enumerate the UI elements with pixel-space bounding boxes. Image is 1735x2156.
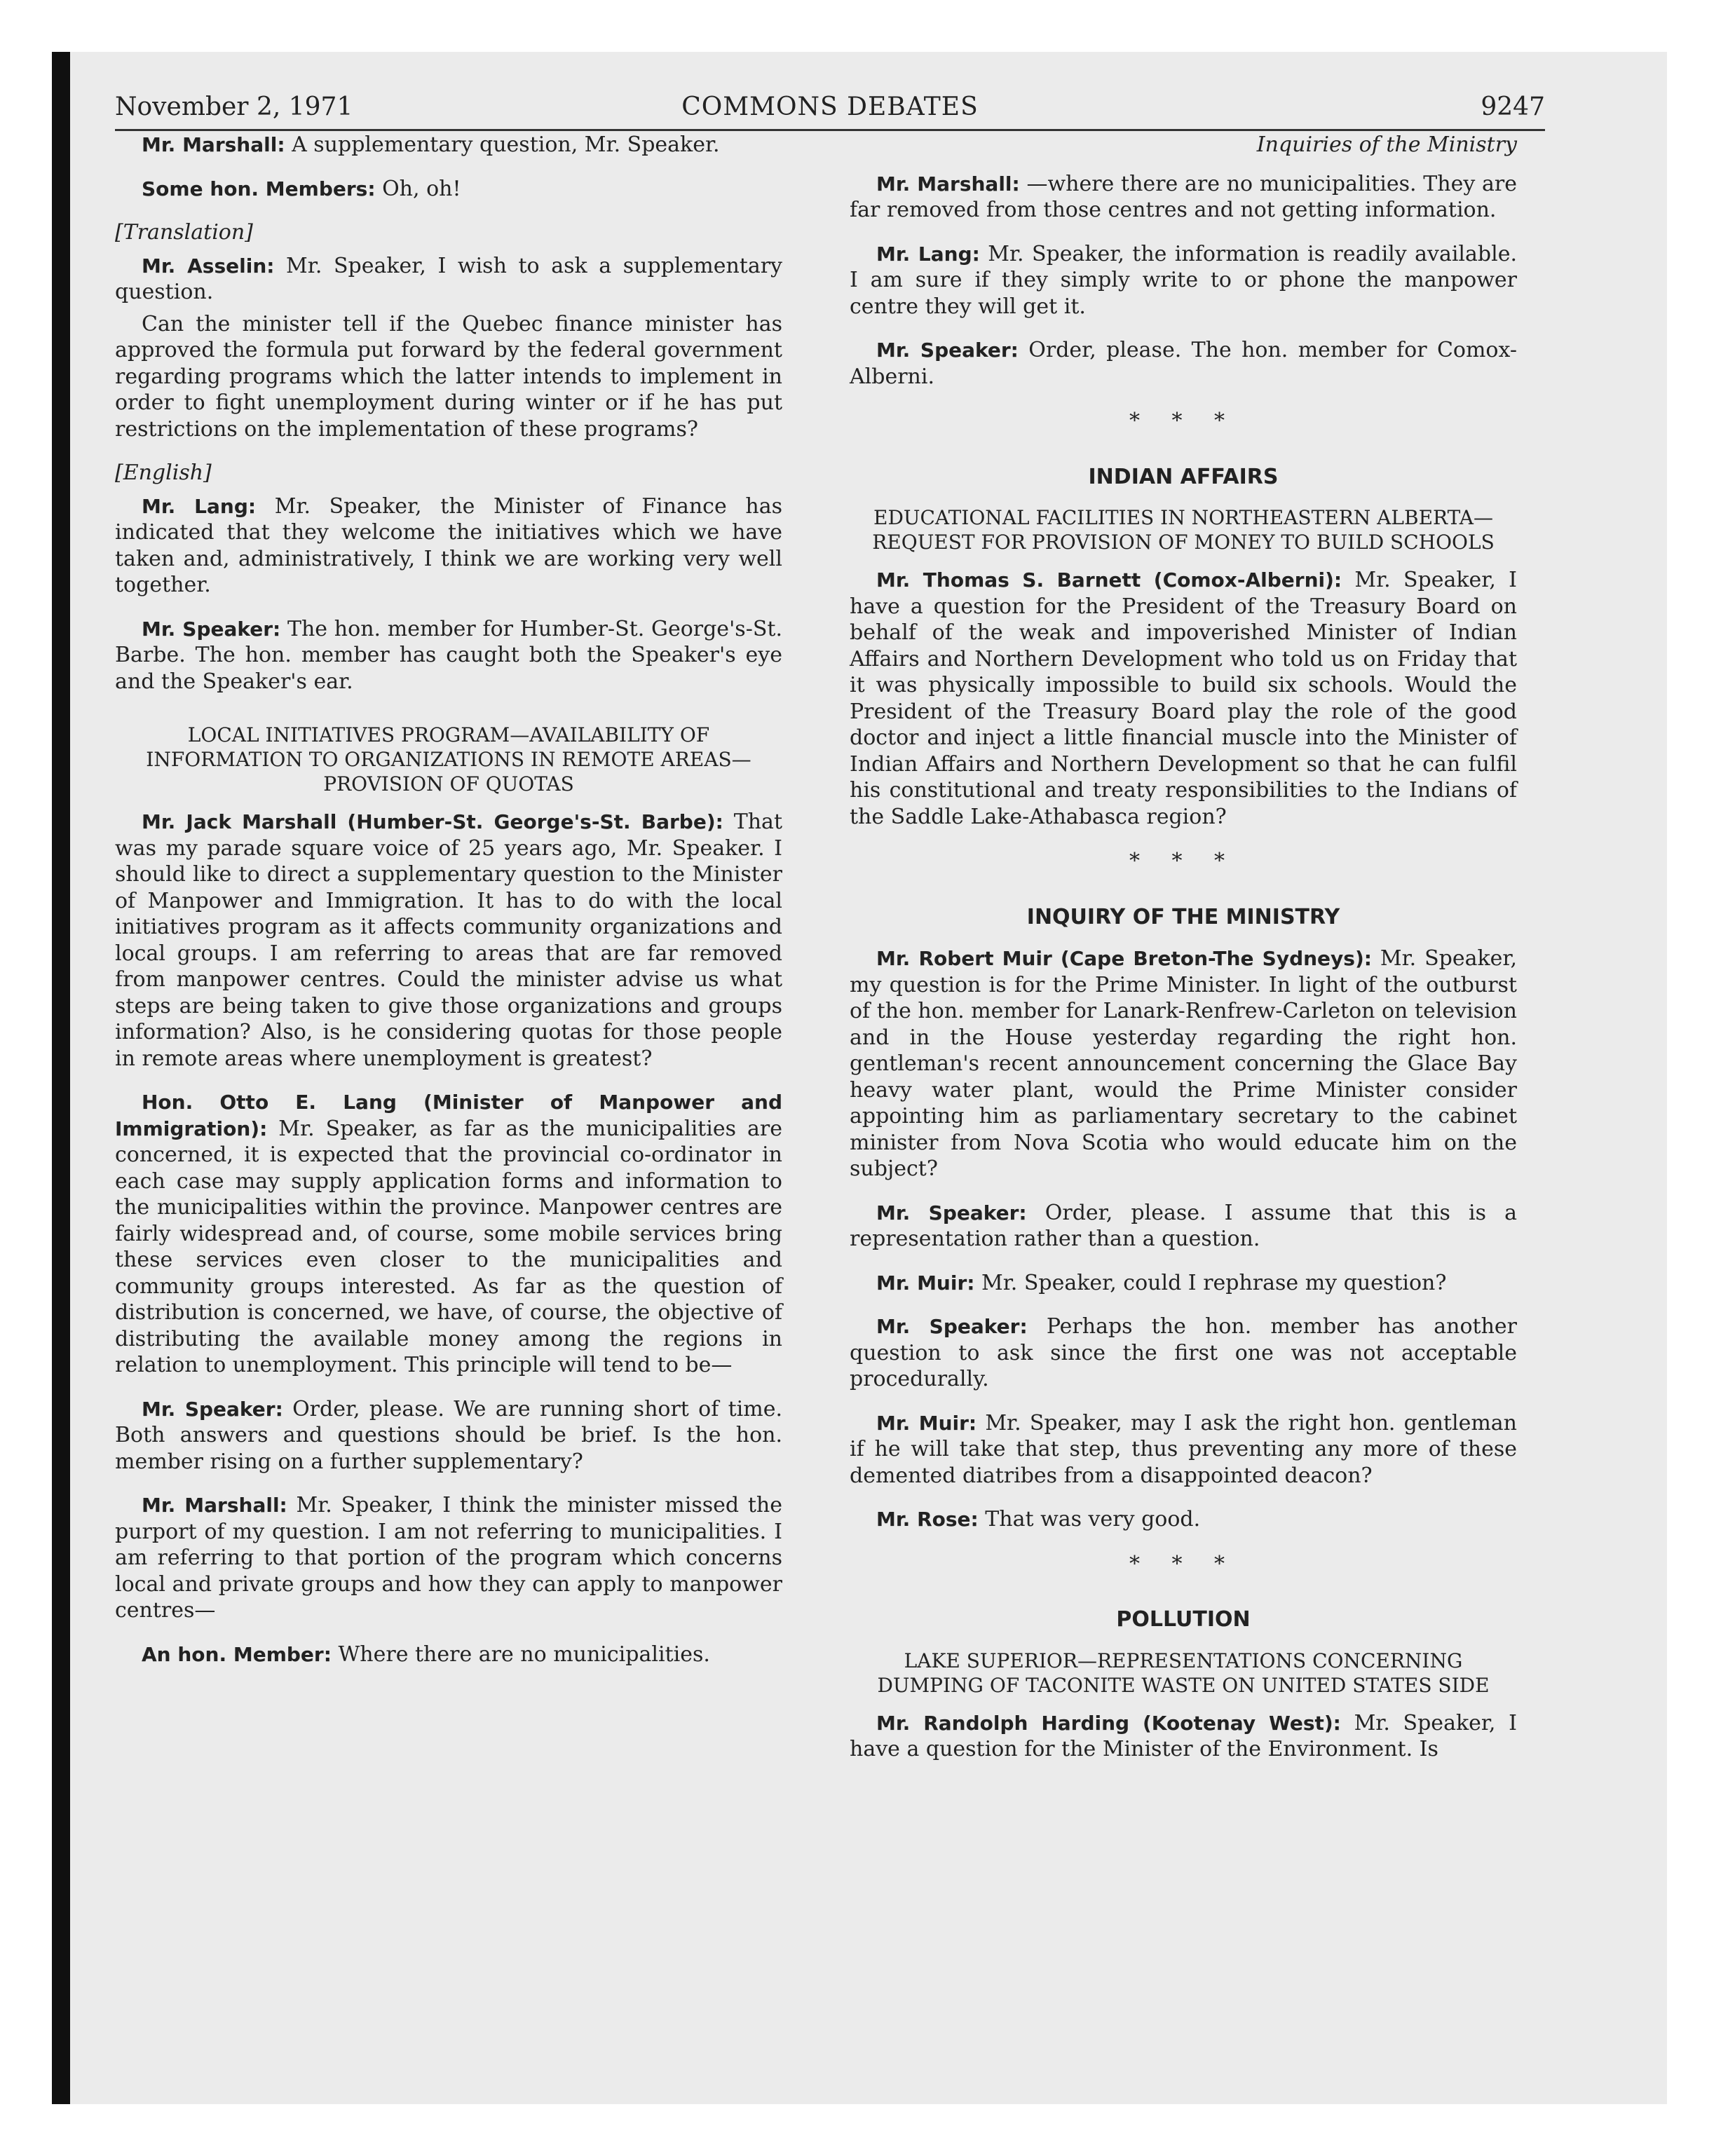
speaker-name: Mr. Speaker: [142,617,281,641]
speaker-name: Mr. Muir: [876,1411,977,1435]
speech-text: —where there are no municipalities. They are far removed from those centres and not getting information. [850,171,1517,222]
paragraph: Can the minister tell if the Quebec finance minister has approved the formula put forward by the federal government regarding programs which the latter intends to implement in order to fight unemployment during winter or if he has put restrictions on the implementation of these programs? [115,311,782,442]
paragraph [850,171,1517,224]
binding-edge [52,52,70,2104]
speech-text: Order, please. I assume that this is a representation rather than a question. [850,1200,1518,1251]
paragraph [115,1642,782,1668]
paragraph [115,176,782,203]
context-label: Inquiries of the Ministry [1256,132,1517,157]
speaker-name: Mr. Asselin: [142,254,275,278]
speaker-name: Mr. Speaker: [876,1315,1028,1338]
speech-text: Mr. Speaker, I have a question for the President of the Treasury Board on behalf of the weak and impoverished Minister of Indian Affairs and Northern Development who told us on Friday that it was physically impossible to build six schools. Would the President of the Treasury Board play the role of the good doctor and inject a little financial muscle into the Minister of Indian Affairs and Northern Development so that he can fulfil his constitutional and treaty responsibilities to the Indians of the Saddle Lake-Athabasca region? [850,568,1518,829]
paragraph [850,567,1517,830]
speech-text: That was my parade square voice of 25 years ago, Mr. Speaker. I should like to direct a supplementary question to the Minister of Manpower and Immigration. It has to do with the local initiatives program as it affects community organizations and local groups. I am referring to areas that are far removed from manpower centres. Could the minister advise us what steps are being taken to give those organizations and groups information? Also, is he considering quotas for those people in remote areas where unemployment is greatest? [115,810,782,1071]
speech-text: Mr. Speaker, as far as the municipalities are concerned, it is expected that the provincial co-ordinator in each case may supply application forms and information to the municipalities within the province. Manpower centres are fairly widespread and, of course, some mobile services bring these services even closer to the municipalities and community groups interested. As far as the question of distribution is concerned, we have, of course, the objective of distributing the available money among the regions in relation to unemployment. This principle will tend to be— [115,1116,782,1377]
speaker-name: Hon. Otto E. Lang (Minister of Manpower and Immigration): [115,1091,782,1140]
speaker-name: Mr. Robert Muir (Cape Breton-The Sydneys): [876,947,1372,970]
paragraph [850,1506,1517,1533]
paragraph [115,1089,782,1379]
paragraph [115,1492,782,1624]
left-column [115,132,782,1968]
paragraph [850,1710,1517,1763]
speaker-name: Mr. Rose: [876,1508,979,1531]
speaker-name: Some hon. Members: [142,177,376,200]
paragraph [850,1410,1517,1489]
paragraph [850,337,1517,390]
paragraph [850,241,1517,320]
speaker-name: Mr. Marshall: [142,1494,287,1517]
speaker-name: Mr. Speaker: [876,339,1019,362]
paragraph [115,493,782,599]
speech-text: Oh, oh! [375,176,461,201]
speech-text: Where there are no municipalities. [331,1642,710,1667]
paragraph [115,1396,782,1475]
speech-text: Mr. Speaker, my question is for the Prime Minister. In light of the outburst of the hon. member for Lanark-Renfrew-Carleton on television and in the House yesterday regarding the right hon. gentleman's recent announcement concerning the Glace Bay heavy water plant, would the Prime Minister consider appointing him as parliamentary secretary to the cabinet minister from Nova Scotia who would educate him on the subject? [850,946,1518,1181]
speech-text: Mr. Speaker, the Minister of Finance has indicated that they welcome the initiatives which we have taken and, administratively, I think we are working very well together. [115,493,782,597]
speaker-name: Mr. Lang: [876,242,980,266]
speech-text: The hon. member for Humber-St. George's-St. Barbe. The hon. member has caught both the Speaker's eye and the Speaker's ear. [115,616,782,694]
paragraph [850,1200,1517,1253]
speaker-name: An hon. Member: [142,1642,332,1666]
paragraph [115,253,782,306]
speaker-name: Mr. Marshall: [142,133,285,156]
speech-text: Mr. Speaker, could I rephrase my question? [974,1270,1447,1295]
speech-text: Mr. Speaker, may I ask the right hon. gentleman if he will take that step, thus preventing any more of these demented diatribes from a disappointed deacon? [850,1410,1517,1488]
section-heading: LAKE SUPERIOR—REPRESENTATIONS CONCERNING DUMPING OF TACONITE WASTE ON UNITED STATES SIDE [877,1649,1490,1697]
section-separator: * * * [1129,1551,1238,1576]
translation-tag: [Translation] [115,220,253,245]
section-separator: * * * [1129,409,1238,433]
speech-text: Order, please. We are running short of time. Both answers and questions should be brief. Is the hon. member rising on a further supplementary? [115,1396,782,1474]
major-heading: INQUIRY OF THE MINISTRY [1026,904,1340,929]
speaker-name: Mr. Lang: [142,494,257,518]
paragraph [850,1314,1517,1393]
paragraph [115,809,782,1072]
speech-text: That was very good. [978,1507,1201,1531]
paragraph [115,616,782,695]
speech-text: Order, please. The hon. member for Comox-Alberni. [850,338,1517,389]
paragraph [850,946,1517,1182]
speech-text: Mr. Speaker, I have a question for the Minister of the Environment. Is [850,1710,1517,1761]
speaker-name: Mr. Thomas S. Barnett (Comox-Alberni): [876,568,1342,592]
speech-text: A supplementary question, Mr. Speaker. [285,132,720,157]
section-heading: EDUCATIONAL FACILITIES IN NORTHEASTERN ALBERTA—REQUEST FOR PROVISION OF MONEY TO BUILD SCHOOLS [872,506,1495,554]
english-tag: [English] [115,460,212,485]
major-heading: INDIAN AFFAIRS [1088,464,1279,489]
speaker-name: Mr. Randolph Harding (Kootenay West): [876,1711,1341,1735]
header-page-number: 9247 [1481,93,1545,121]
speech-text: Mr. Speaker, I think the minister missed the purport of my question. I am not referring to municipalities. I am referring to that portion of the program which concerns local and private groups and how they can apply to manpower centres— [115,1493,782,1623]
running-head [115,90,1545,131]
paragraph [850,1270,1517,1297]
speaker-name: Mr. Speaker: [876,1201,1027,1224]
speaker-name: Mr. Marshall: [876,172,1020,196]
speech-text: Mr. Speaker, the information is readily available. I am sure if they simply write to or phone the manpower centre they will get it. [850,241,1517,319]
speaker-name: Mr. Jack Marshall (Humber-St. George's-St. Barbe): [142,810,723,833]
paragraph [115,132,782,158]
section-heading: LOCAL INITIATIVES PROGRAM—AVAILABILITY OF INFORMATION TO ORGANIZATIONS IN REMOTE AREAS—PROVISION OF QUOTAS [146,723,751,796]
right-column [850,132,1517,1968]
section-separator: * * * [1129,849,1238,873]
speaker-name: Mr. Muir: [876,1271,975,1295]
speech-text: Mr. Speaker, I wish to ask a supplementary question. [115,253,782,304]
header-date: November 2, 1971 [115,93,353,121]
speaker-name: Mr. Speaker: [142,1397,283,1421]
speech-text: Perhaps the hon. member has another question to ask since the first one was not acceptable procedurally. [850,1314,1517,1391]
major-heading: POLLUTION [1116,1607,1251,1632]
header-title: COMMONS DEBATES [681,93,979,121]
